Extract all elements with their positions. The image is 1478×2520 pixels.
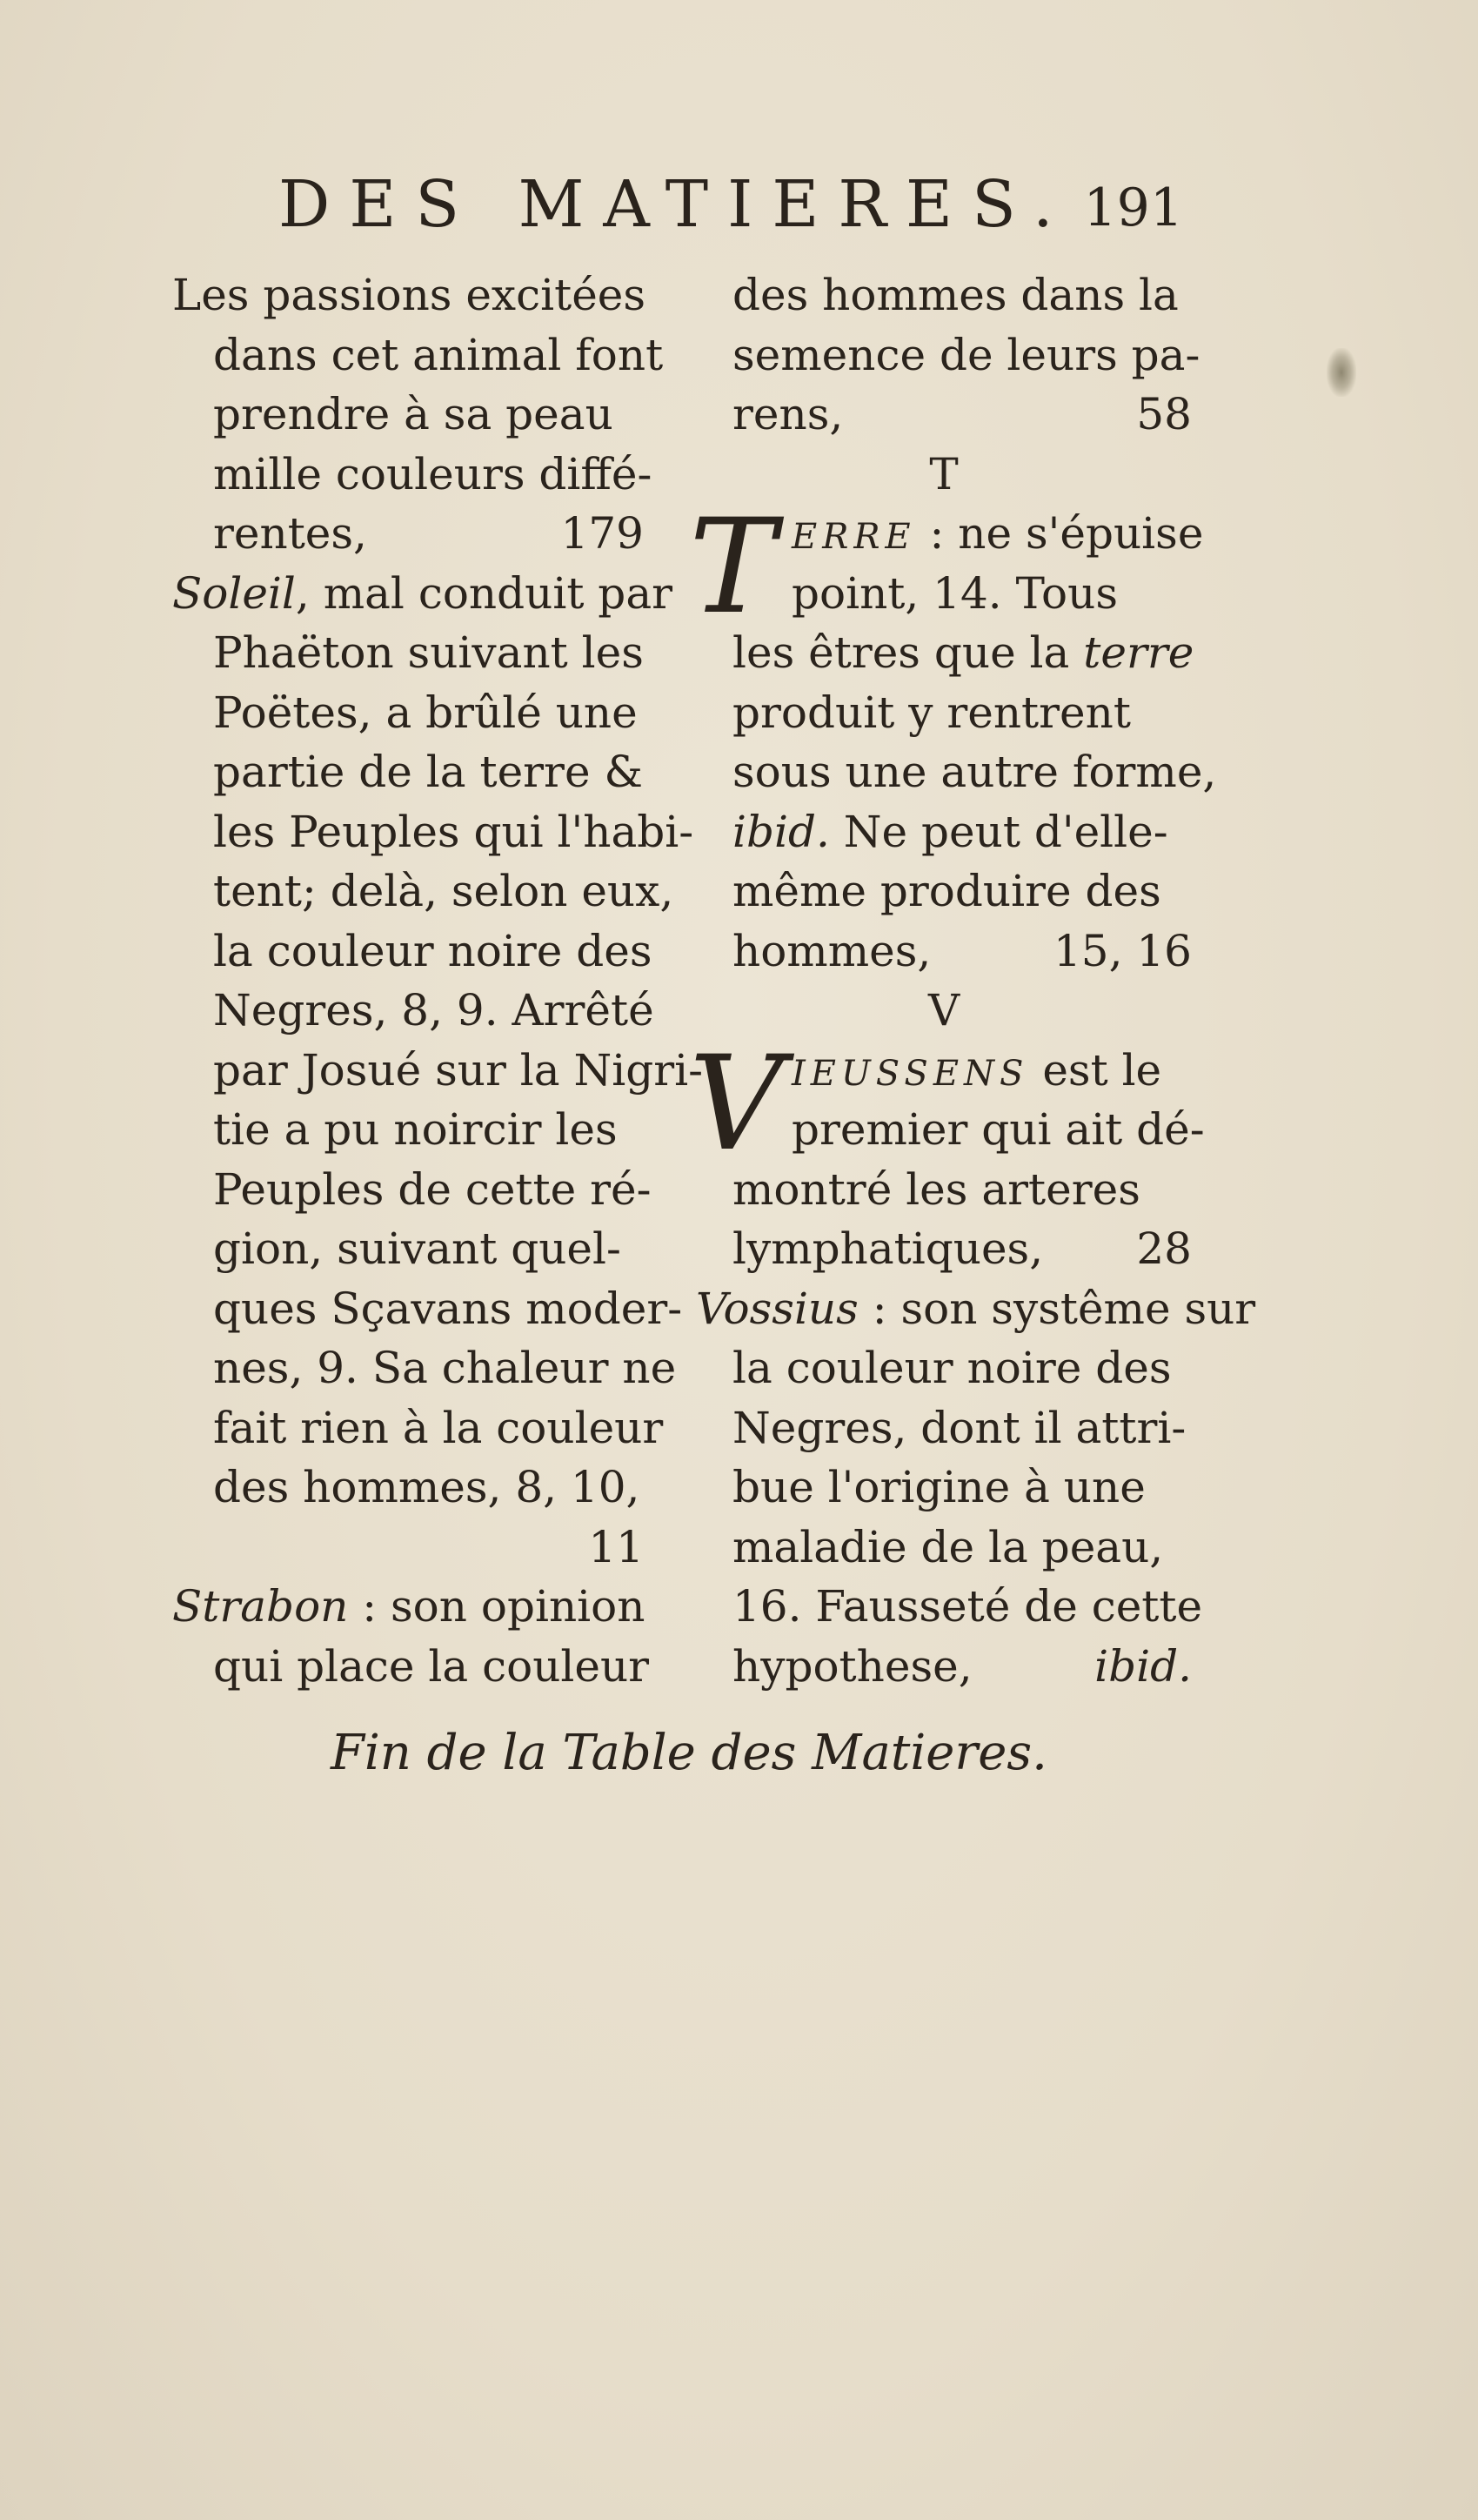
index-text: Ne peut d'elle- xyxy=(843,806,1168,857)
index-line: Negres, dont il attri- xyxy=(732,1402,1187,1453)
index-line: même produire des xyxy=(732,866,1161,916)
index-line: Peuples de cette ré- xyxy=(213,1163,652,1215)
drop-cap-v: V xyxy=(689,1028,784,1180)
index-text: hommes, xyxy=(732,925,932,976)
index-line: ques Sçavans moder- xyxy=(213,1283,683,1334)
index-text: est le xyxy=(1042,1044,1162,1096)
index-line: Phaëton suivant les xyxy=(213,627,644,678)
index-line: tent; delà, selon eux, xyxy=(213,866,674,916)
index-line: Poëtes, a brûlé une xyxy=(213,687,638,738)
left-column xyxy=(170,265,703,1696)
index-line: maladie de la peau, xyxy=(732,1521,1164,1572)
index-line: produit y rentrent xyxy=(732,687,1131,738)
index-text: : ne s'épuise xyxy=(929,508,1204,559)
index-line: bue l'origine à une xyxy=(732,1462,1146,1512)
index-text-italic: ibid. xyxy=(1094,1640,1192,1692)
index-entry-strabon xyxy=(170,1577,644,1637)
index-line: sous une autre forme, xyxy=(732,747,1217,797)
page-ref: 58 xyxy=(1136,389,1192,439)
drop-cap-t: T xyxy=(689,492,777,643)
section-letter-v: V xyxy=(927,985,960,1035)
index-entry-soleil xyxy=(170,564,673,624)
page-number: 191 xyxy=(1083,178,1183,238)
entry-term: Strabon xyxy=(172,1581,349,1632)
page-ref: 11 xyxy=(588,1521,644,1572)
ink-blot xyxy=(1327,348,1356,397)
index-line: semence de leurs pa- xyxy=(732,329,1200,380)
index-text-italic: terre xyxy=(1083,627,1194,678)
index-text: hypothese, xyxy=(732,1640,973,1692)
index-text: rentes, xyxy=(213,508,367,559)
index-line: nes, 9. Sa chaleur ne xyxy=(213,1343,677,1393)
index-line xyxy=(170,504,644,564)
section-letter-t: T xyxy=(929,448,959,499)
index-line: dans cet animal font xyxy=(213,329,664,380)
index-text: les êtres que la xyxy=(732,627,1070,678)
index-line: la couleur noire des xyxy=(732,1343,1172,1393)
index-entry-vossius xyxy=(696,1279,1256,1339)
entry-term: Soleil xyxy=(172,567,296,619)
index-text: , mal conduit par xyxy=(295,567,673,619)
index-line: 16. Fausseté de cette xyxy=(732,1581,1203,1632)
index-line: montré les arteres xyxy=(732,1163,1140,1215)
running-header xyxy=(261,165,1183,244)
index-line: tie a pu noircir les xyxy=(213,1104,618,1155)
index-line: des hommes dans la xyxy=(732,270,1179,320)
index-line xyxy=(696,802,1192,862)
right-column xyxy=(689,265,1256,1696)
index-line: Les passions excitées xyxy=(172,270,646,320)
index-text: rens, xyxy=(732,389,844,439)
index-text: lymphatiques, xyxy=(732,1223,1044,1274)
index-line: des hommes, 8, 10, xyxy=(213,1462,640,1512)
index-line: par Josué sur la Nigri- xyxy=(213,1044,703,1096)
index-line: Negres, 8, 9. Arrêté xyxy=(213,985,654,1035)
index-line: prendre à sa peau xyxy=(213,389,613,439)
index-text: : son systême sur xyxy=(872,1283,1256,1334)
index-line: gion, suivant quel- xyxy=(213,1223,621,1274)
page-ref: 179 xyxy=(560,508,644,559)
entry-term: ERRE xyxy=(792,517,916,557)
header-title: DES MATIERES. xyxy=(278,167,1073,242)
index-line: premier qui ait dé- xyxy=(792,1104,1205,1155)
index-line: mille couleurs diffé- xyxy=(213,448,652,499)
index-line: les Peuples qui l'habi- xyxy=(213,806,694,857)
index-line xyxy=(696,922,1192,982)
index-line xyxy=(696,623,1192,683)
index-line xyxy=(696,1637,1192,1697)
index-line xyxy=(696,385,1192,445)
page-ref: 15, 16 xyxy=(1053,925,1192,976)
end-of-table-note: Fin de la Table des Matieres. xyxy=(331,1725,1047,1781)
entry-term: IEUSSENS xyxy=(792,1053,1029,1094)
index-line: partie de la terre & xyxy=(213,747,643,797)
entry-term: Vossius xyxy=(696,1283,859,1334)
index-line: point, 14. Tous xyxy=(792,567,1119,619)
index-line: fait rien à la couleur xyxy=(213,1402,664,1453)
index-line: la couleur noire des xyxy=(213,925,652,976)
page-ref: 28 xyxy=(1136,1223,1192,1274)
index-text-italic: ibid. xyxy=(732,806,830,857)
index-line: qui place la couleur xyxy=(213,1640,650,1692)
index-text: : son opinion xyxy=(362,1581,645,1632)
index-line xyxy=(696,1219,1192,1279)
